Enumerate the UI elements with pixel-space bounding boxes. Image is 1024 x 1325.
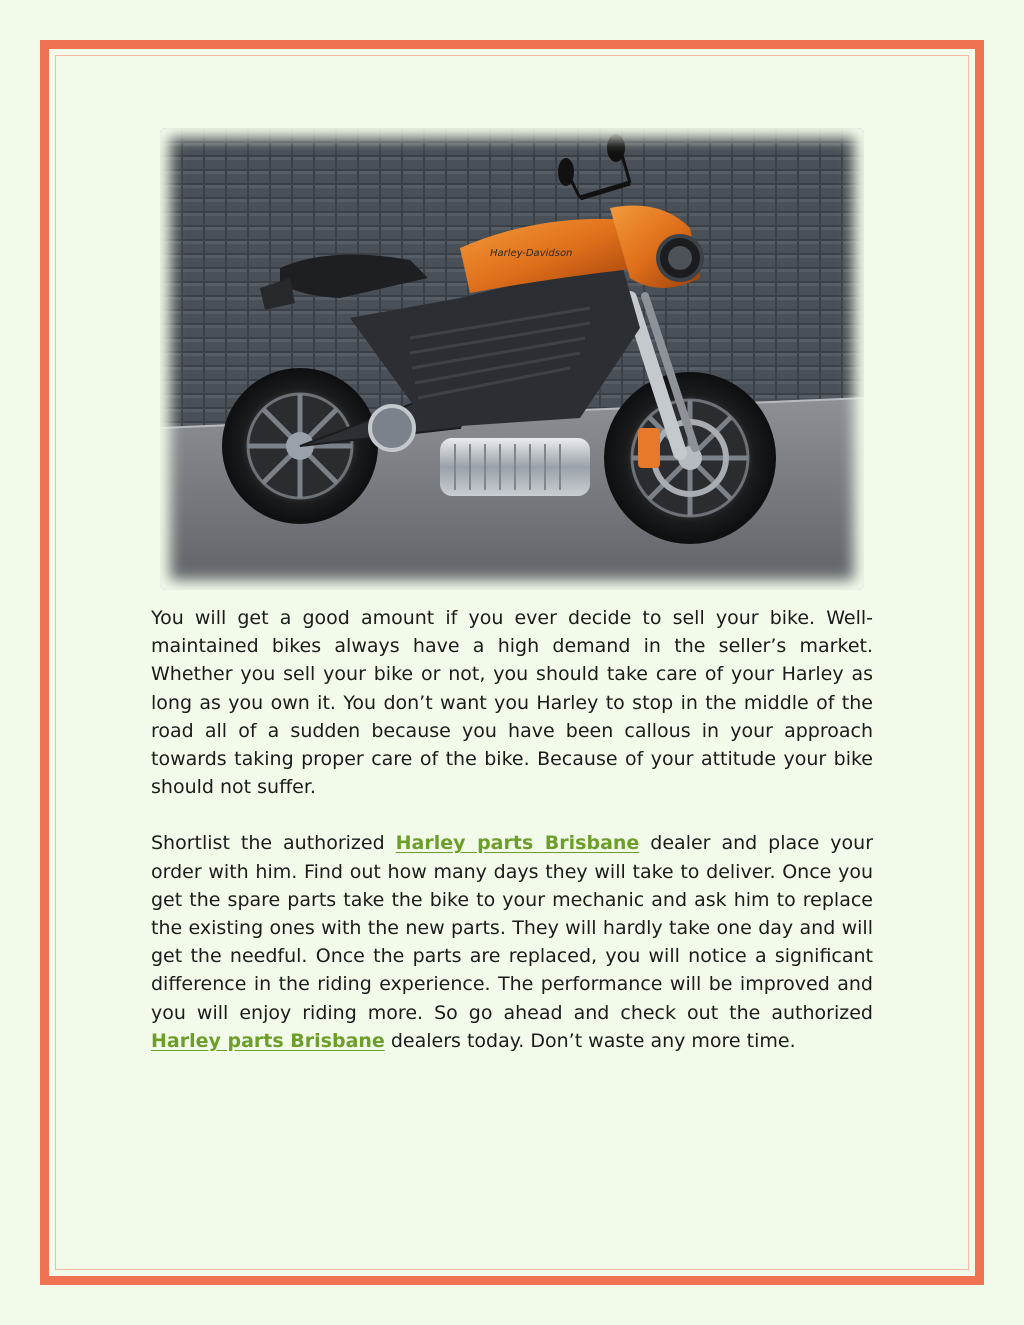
harley-parts-brisbane-link-2[interactable]: Harley parts Brisbane [151,1029,385,1052]
paragraph-2-middle: dealer and place your order with him. Find out how many days they will take to deliver. Once you get the spare parts take the bike to your mechanic and ask him to replace the existing ones with the new parts. They will hardly take one day and will get the needful. Once the parts are replaced, you will notice a significant difference in the riding experience. The performance will be improved and you will enjoy riding more. So go ahead and check out the authorized [151,832,874,1024]
article-body [151,604,873,1083]
tank-brand-text: Harley-Davidson [490,248,573,259]
motorcycle-photo [160,128,864,590]
paragraph-2-end: dealers today. Don’t waste any more time. [384,1029,796,1052]
paragraph-1: You will get a good amount if you ever decide to sell your bike. Well-maintained bikes always have a high demand in the seller’s market. Whether you sell your bike or not, you should take care of your Harley as long as you own it. You don’t want you Harley to stop in the middle of the road all of a sudden because you have been callous in your approach towards taking proper care of the bike. Because of your attitude your bike should not suffer. [151,607,873,799]
paragraph-2 [151,829,873,1055]
harley-parts-brisbane-link[interactable]: Harley parts Brisbane [395,832,640,855]
paragraph-2-intro: Shortlist the authorized [151,832,396,855]
motorcycle-illustration [160,128,864,590]
